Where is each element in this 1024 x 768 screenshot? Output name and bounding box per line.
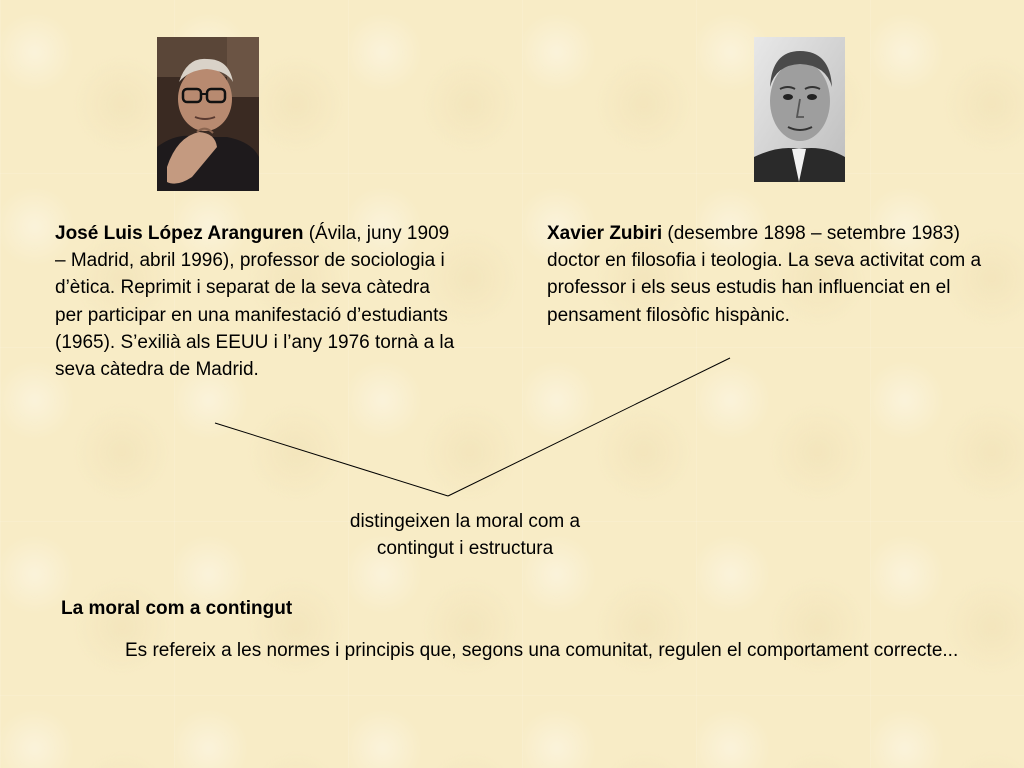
connector-caption-line1: distingeixen la moral com a: [349, 511, 581, 532]
zubiri-portrait-image: [754, 37, 845, 182]
aranguren-portrait: [157, 37, 259, 191]
connector-line-left: [215, 423, 448, 496]
zubiri-portrait: [754, 37, 845, 182]
aranguren-bio: [55, 220, 460, 383]
connector-line-right: [448, 358, 730, 496]
section-title: La moral com a contingut: [61, 598, 293, 619]
zubiri-name: Xavier Zubiri: [547, 223, 663, 244]
zubiri-description: (desembre 1898 – setembre 1983) doctor en filosofia i teologia. La seva activitat com a professor i els seus estudis han influenciat en el pensament filosòfic hispànic.: [547, 223, 982, 326]
connector-caption: [300, 508, 630, 562]
aranguren-portrait-image: [157, 37, 259, 191]
aranguren-description: (Ávila, juny 1909 – Madrid, abril 1996), professor de sociologia i d’ètica. Reprimit i separat de la seva càtedra per participar en una manifestació d’estudiants (1965). S’exilià als EEUU i l’any 1976 tornà a la seva càtedra de Madrid.: [55, 223, 455, 381]
aranguren-name: José Luis López Aranguren: [55, 223, 304, 244]
zubiri-bio: [547, 220, 997, 329]
section-text: Es refereix a les normes i principis que, segons una comunitat, regulen el comportament correcte...: [125, 640, 959, 661]
connector-caption-line2: contingut i estructura: [376, 538, 554, 559]
